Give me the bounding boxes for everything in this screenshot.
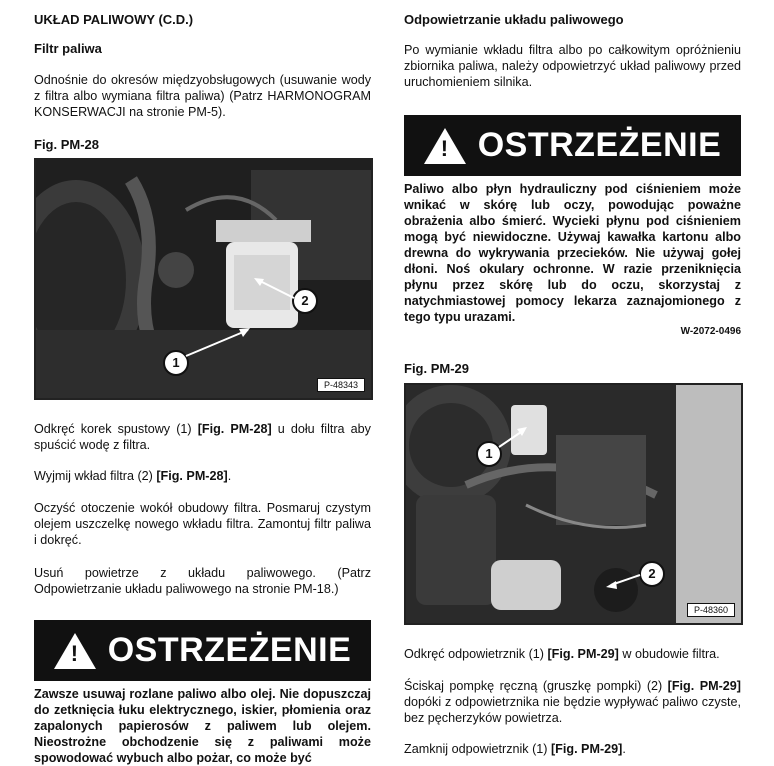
- subsection-title-bleed: Odpowietrzanie układu paliwowego: [404, 12, 624, 27]
- step-bleed-air: Usuń powietrze z układu paliwowego. (Patrz Odpowietrzanie układu paliwowego na stronie PM-18.): [34, 566, 371, 596]
- subsection-title-fuel-filter: Filtr paliwa: [34, 41, 102, 56]
- intro-paragraph: Odnośnie do okresów międzyobsługowych (usuwanie wody z filtra albo wymiana filtra paliwa) (Patrz HARMONOGRAM KONSERWACJI na stronie PM-5).: [34, 73, 371, 119]
- warning-title: OSTRZEŻENIE: [477, 126, 722, 164]
- callout-2: 2: [292, 288, 318, 314]
- figure-ref: [Fig. PM-29]: [547, 647, 619, 661]
- step-squeeze-pump: Ściskaj pompkę ręczną (gruszkę pompki) (2) [Fig. PM-29] dopóki z odpowietrznika nie będzie wypływać paliwo czyste, bez pęcherzyków powietrza.: [404, 679, 741, 725]
- warning-title: OSTRZEŻENIE: [107, 631, 352, 669]
- photo-code: P-48343: [317, 378, 365, 392]
- step-close-vent: Zamknij odpowietrznik (1) [Fig. PM-29].: [404, 742, 626, 756]
- fuel-filter-photo: [34, 158, 373, 400]
- figure-ref: [Fig. PM-28]: [197, 422, 272, 436]
- warning-code: W-2072-0496: [680, 326, 741, 337]
- step-drain-water: Odkręć korek spustowy (1) [Fig. PM-28] u dołu filtra aby spuścić wodę z filtra.: [34, 422, 371, 452]
- section-title: UKŁAD PALIWOWY (C.D.): [34, 12, 194, 27]
- callout-1: 1: [163, 350, 189, 376]
- callout-arrows: [406, 385, 741, 623]
- photo-code: P-48360: [687, 603, 735, 617]
- warning-banner: [404, 115, 741, 176]
- warning-icon: !: [424, 128, 466, 164]
- figure-label-pm29: Fig. PM-29: [404, 361, 470, 376]
- engine-photo: [404, 383, 743, 625]
- callout-1: 1: [476, 441, 502, 467]
- warning-banner: [34, 620, 371, 681]
- warning-text: Paliwo albo płyn hydrauliczny pod ciśnieniem może wnikać w skórę lub oczy, powodując poważne obrażenia albo śmierć. Wycieki płynu pod ciśnieniem mogą być niewidoczne. Używaj kawałka kartonu albo drewna do wykrywania przecieków. Nie używaj gołej dłoni. Noś okulary ochronne. W razie przeniknięcia płynu przez skórę lub do oczu, skorzystaj z natychmiastowej pomocy lekarza zaznajomionego z tego typu urazami.: [404, 182, 741, 324]
- figure-ref: [Fig. PM-29]: [550, 742, 623, 756]
- figure-ref: [Fig. PM-29]: [667, 679, 741, 693]
- warning-icon: !: [54, 633, 96, 669]
- figure-ref: [Fig. PM-28]: [156, 469, 228, 483]
- step-open-vent: Odkręć odpowietrznik (1) [Fig. PM-29] w obudowie filtra.: [404, 647, 720, 661]
- callout-2: 2: [639, 561, 665, 587]
- step-remove-filter: Wyjmij wkład filtra (2) [Fig. PM-28].: [34, 469, 232, 483]
- step-clean-install: Oczyść otoczenie wokół obudowy filtra. Posmaruj czystym olejem uszczelkę nowego wkładu filtra. Zamontuj filtr paliwa i dokręć.: [34, 501, 371, 547]
- bleed-intro: Po wymianie wkładu filtra albo po całkowitym opróżnieniu zbiornika paliwa, należy odpowietrzyć układ paliwowy przed uruchomieniem silnika.: [404, 43, 741, 89]
- warning-text: Zawsze usuwaj rozlane paliwo albo olej. Nie dopuszczaj do zetknięcia łuku elektrycznego, iskier, płomienia oraz zapalonych papierosów z paliwem lub olejem. Nieostrożne obchodzenie się z paliwami może spowodować wybuch albo pożar, co może być: [34, 687, 371, 765]
- callout-arrows: [36, 160, 371, 398]
- figure-label-pm28: Fig. PM-28: [34, 137, 100, 152]
